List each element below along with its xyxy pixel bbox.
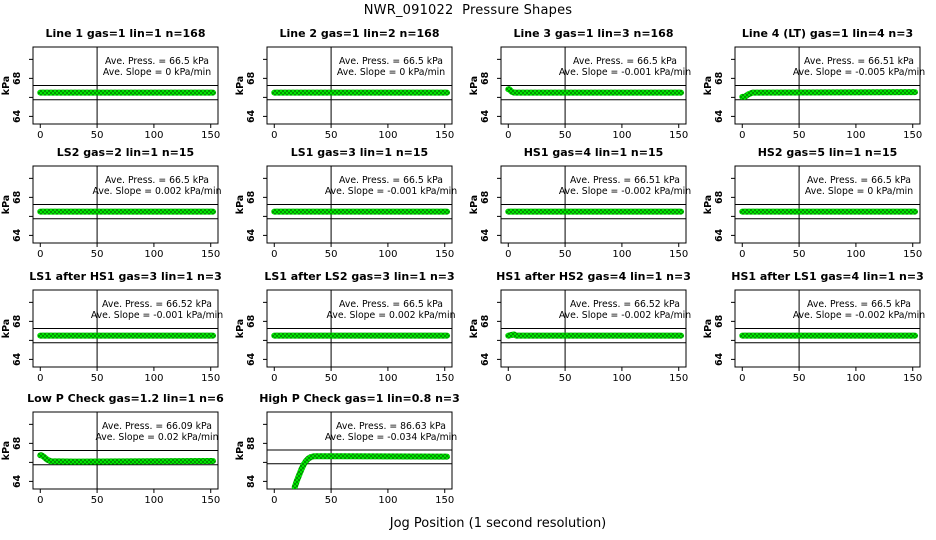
panel-7: [468, 143, 702, 267]
x-tick-label: 150: [669, 130, 689, 141]
pressure-series: [508, 89, 681, 92]
x-tick-label: 150: [903, 249, 923, 260]
y-tick-label: 68: [246, 71, 257, 85]
ave-slope-annotation: Ave. Slope = -0.002 kPa/min: [792, 310, 926, 321]
y-axis-label: kPa: [235, 318, 246, 339]
panel-12: [702, 267, 936, 391]
panel-title: LS1 gas=3 lin=1 n=15: [290, 146, 429, 159]
y-axis-label: kPa: [235, 75, 246, 96]
y-tick-label: 68: [12, 71, 23, 85]
ave-slope-annotation: Ave. Slope = 0.02 kPa/min: [95, 432, 219, 443]
x-tick-label: 50: [792, 249, 806, 260]
y-tick-label: 64: [714, 228, 725, 243]
pressure-series: [508, 334, 681, 335]
y-tick-label: 64: [714, 109, 725, 124]
panel-title: Line 2 gas=1 lin=2 n=168: [279, 27, 440, 40]
x-tick-label: 0: [739, 373, 746, 384]
y-tick-label: 64: [12, 352, 23, 367]
y-tick-label: 64: [246, 109, 257, 124]
panel-2: [234, 24, 468, 148]
panel-title: LS1 after HS1 gas=3 lin=1 n=3: [29, 270, 222, 283]
figure-title: NWR_091022 Pressure Shapes: [363, 3, 573, 18]
panel-6: [234, 143, 468, 267]
ave-press-annotation: Ave. Press. = 66.5 kPa: [339, 299, 443, 310]
panel-11: [468, 267, 702, 391]
y-axis-label: kPa: [469, 194, 480, 215]
x-tick-label: 50: [558, 130, 572, 141]
x-tick-label: 100: [144, 130, 164, 141]
x-tick-label: 50: [90, 130, 104, 141]
x-tick-label: 50: [324, 249, 338, 260]
x-tick-label: 0: [505, 249, 512, 260]
ave-slope-annotation: Ave. Slope = -0.001 kPa/min: [558, 67, 692, 78]
ave-press-annotation: Ave. Press. = 66.52 kPa: [102, 299, 212, 310]
pressure-series: [742, 92, 915, 97]
y-axis-label: kPa: [235, 440, 246, 461]
ave-press-annotation: Ave. Press. = 66.52 kPa: [570, 299, 680, 310]
panel-9: [0, 267, 234, 391]
y-tick-label: 68: [12, 436, 23, 450]
y-axis-label: kPa: [235, 194, 246, 215]
x-tick-label: 150: [669, 249, 689, 260]
ave-slope-annotation: Ave. Slope = -0.002 kPa/min: [558, 186, 692, 197]
ave-slope-annotation: Ave. Slope = -0.005 kPa/min: [792, 67, 926, 78]
y-tick-label: 84: [246, 474, 257, 489]
x-tick-label: 150: [201, 495, 221, 506]
x-tick-label: 0: [37, 373, 44, 384]
y-axis-label: kPa: [703, 194, 714, 215]
panel-title: LS1 after LS2 gas=3 lin=1 n=3: [264, 270, 455, 283]
panel-title: LS2 gas=2 lin=1 n=15: [56, 146, 195, 159]
panel-title: High P Check gas=1 lin=0.8 n=3: [259, 392, 460, 405]
ave-press-annotation: Ave. Press. = 86.63 kPa: [336, 421, 446, 432]
y-tick-label: 64: [246, 352, 257, 367]
x-tick-label: 0: [37, 495, 44, 506]
y-tick-label: 64: [12, 109, 23, 124]
y-axis-label: kPa: [1, 194, 12, 215]
y-axis-label: kPa: [1, 75, 12, 96]
x-tick-label: 0: [271, 495, 278, 506]
ave-slope-annotation: Ave. Slope = 0 kPa/min: [804, 186, 914, 197]
panel-14: [234, 389, 468, 513]
x-tick-label: 150: [201, 249, 221, 260]
ave-press-annotation: Ave. Press. = 66.51 kPa: [570, 175, 680, 186]
panel-title: Low P Check gas=1.2 lin=1 n=6: [27, 392, 224, 405]
x-tick-label: 150: [903, 130, 923, 141]
ave-press-annotation: Ave. Press. = 66.51 kPa: [804, 56, 914, 67]
panel-8: [702, 143, 936, 267]
ave-press-annotation: Ave. Press. = 66.5 kPa: [105, 56, 209, 67]
y-tick-label: 68: [480, 71, 491, 85]
pressure-series: [40, 455, 213, 461]
ave-slope-annotation: Ave. Slope = 0 kPa/min: [336, 67, 446, 78]
x-tick-label: 50: [792, 373, 806, 384]
ave-slope-annotation: Ave. Slope = -0.034 kPa/min: [324, 432, 458, 443]
x-tick-label: 150: [201, 373, 221, 384]
y-axis-label: kPa: [703, 75, 714, 96]
y-tick-label: 68: [480, 190, 491, 204]
ave-slope-annotation: Ave. Slope = -0.001 kPa/min: [324, 186, 458, 197]
ave-press-annotation: Ave. Press. = 66.5 kPa: [339, 56, 443, 67]
y-axis-label: kPa: [469, 75, 480, 96]
x-tick-label: 50: [90, 373, 104, 384]
x-tick-label: 150: [435, 373, 455, 384]
x-tick-label: 100: [378, 373, 398, 384]
y-axis-label: kPa: [469, 318, 480, 339]
y-tick-label: 64: [480, 228, 491, 243]
ave-slope-annotation: Ave. Slope = -0.002 kPa/min: [558, 310, 692, 321]
x-tick-label: 100: [378, 495, 398, 506]
x-tick-label: 0: [505, 373, 512, 384]
panel-title: HS2 gas=5 lin=1 n=15: [757, 146, 898, 159]
panel-13: [0, 389, 234, 513]
y-tick-label: 68: [12, 314, 23, 328]
y-tick-label: 68: [714, 314, 725, 328]
ave-press-annotation: Ave. Press. = 66.5 kPa: [339, 175, 443, 186]
x-tick-label: 100: [144, 495, 164, 506]
x-tick-label: 150: [201, 130, 221, 141]
y-tick-label: 64: [480, 352, 491, 367]
y-tick-label: 68: [714, 71, 725, 85]
y-tick-label: 68: [12, 190, 23, 204]
x-tick-label: 0: [271, 249, 278, 260]
y-tick-label: 68: [480, 314, 491, 328]
panel-5: [0, 143, 234, 267]
x-tick-label: 100: [846, 249, 866, 260]
ave-press-annotation: Ave. Press. = 66.09 kPa: [102, 421, 212, 432]
panel-4: [702, 24, 936, 148]
x-tick-label: 50: [90, 249, 104, 260]
y-axis-label: kPa: [703, 318, 714, 339]
ave-slope-annotation: Ave. Slope = -0.001 kPa/min: [90, 310, 224, 321]
x-tick-label: 100: [612, 130, 632, 141]
x-tick-label: 0: [271, 130, 278, 141]
x-tick-label: 100: [378, 130, 398, 141]
pressure-series: [295, 456, 447, 487]
x-tick-label: 150: [903, 373, 923, 384]
y-tick-label: 68: [246, 314, 257, 328]
y-axis-label: kPa: [1, 318, 12, 339]
ave-press-annotation: Ave. Press. = 66.5 kPa: [807, 299, 911, 310]
x-tick-label: 100: [612, 249, 632, 260]
x-tick-label: 0: [271, 373, 278, 384]
x-tick-label: 50: [324, 373, 338, 384]
y-tick-label: 88: [246, 436, 257, 450]
x-tick-label: 100: [144, 373, 164, 384]
x-tick-label: 100: [612, 373, 632, 384]
y-tick-label: 68: [714, 190, 725, 204]
panel-title: HS1 gas=4 lin=1 n=15: [523, 146, 664, 159]
x-tick-label: 150: [669, 373, 689, 384]
y-axis-label: kPa: [1, 440, 12, 461]
ave-slope-annotation: Ave. Slope = 0 kPa/min: [102, 67, 212, 78]
x-tick-label: 150: [435, 495, 455, 506]
x-tick-label: 100: [144, 249, 164, 260]
ave-slope-annotation: Ave. Slope = 0.002 kPa/min: [92, 186, 222, 197]
ave-press-annotation: Ave. Press. = 66.5 kPa: [573, 56, 677, 67]
panel-title: Line 3 gas=1 lin=3 n=168: [513, 27, 674, 40]
y-tick-label: 64: [246, 228, 257, 243]
panel-title: Line 1 gas=1 lin=1 n=168: [45, 27, 206, 40]
y-tick-label: 64: [480, 109, 491, 124]
x-tick-label: 50: [558, 373, 572, 384]
ave-press-annotation: Ave. Press. = 66.5 kPa: [807, 175, 911, 186]
x-tick-label: 150: [435, 130, 455, 141]
panel-1: [0, 24, 234, 148]
x-tick-label: 150: [435, 249, 455, 260]
x-tick-label: 50: [90, 495, 104, 506]
x-axis-title: Jog Position (1 second resolution): [389, 516, 607, 531]
panel-title: Line 4 (LT) gas=1 lin=4 n=3: [741, 27, 914, 40]
x-tick-label: 50: [558, 249, 572, 260]
y-tick-label: 68: [246, 190, 257, 204]
ave-slope-annotation: Ave. Slope = 0.002 kPa/min: [326, 310, 456, 321]
y-tick-label: 64: [12, 474, 23, 489]
panel-10: [234, 267, 468, 391]
panel-title: HS1 after HS2 gas=4 lin=1 n=3: [496, 270, 691, 283]
x-tick-label: 0: [739, 249, 746, 260]
x-tick-label: 0: [37, 249, 44, 260]
y-tick-label: 64: [714, 352, 725, 367]
x-tick-label: 100: [378, 249, 398, 260]
x-tick-label: 50: [324, 495, 338, 506]
x-tick-label: 0: [37, 130, 44, 141]
x-tick-label: 50: [324, 130, 338, 141]
x-tick-label: 0: [739, 130, 746, 141]
x-tick-label: 0: [505, 130, 512, 141]
x-tick-label: 100: [846, 130, 866, 141]
x-tick-label: 100: [846, 373, 866, 384]
y-tick-label: 64: [12, 228, 23, 243]
panel-3: [468, 24, 702, 148]
x-tick-label: 50: [792, 130, 806, 141]
panel-title: HS1 after LS1 gas=4 lin=1 n=3: [731, 270, 924, 283]
ave-press-annotation: Ave. Press. = 66.5 kPa: [105, 175, 209, 186]
